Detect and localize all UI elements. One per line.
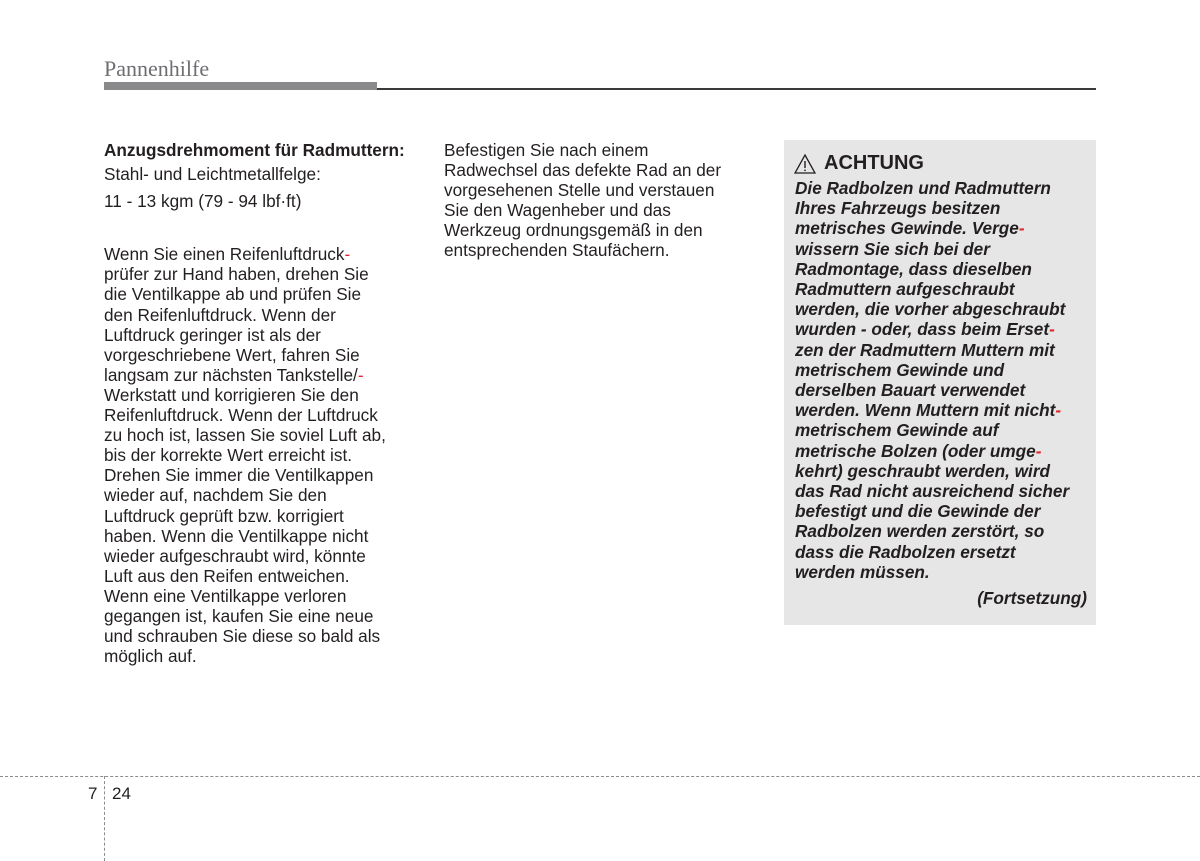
text-line: haben. Wenn die Ventilkappe nicht (104, 525, 369, 546)
warning-title: ACHTUNG (824, 152, 924, 174)
text-line: Radwechsel das defekte Rad an der (444, 160, 722, 181)
text-line: wieder aufgeschraubt wird, könnte (104, 545, 366, 566)
warning-triangle-icon (794, 154, 816, 174)
left-column (104, 140, 417, 666)
text-line: zen der Radmuttern Muttern mit (795, 339, 1055, 360)
warning-text (795, 178, 1087, 582)
text-line: metrischem Gewinde und (795, 359, 1005, 380)
text-line: Ihres Fahrzeugs besitzen (795, 198, 1001, 219)
text-line: prüfer zur Hand haben, drehen Sie (104, 264, 369, 285)
text-line: entsprechenden Staufächern. (444, 240, 670, 261)
text-line: dass die Radbolzen ersetzt (795, 541, 1016, 562)
text-line: möglich auf. (104, 646, 197, 667)
text-line: Wenn eine Ventilkappe verloren (104, 585, 347, 606)
text-line: Die Radbolzen und Radmuttern (795, 178, 1051, 198)
text-line: wissern Sie sich bei der (795, 238, 990, 259)
header-rule-thin (377, 88, 1096, 90)
warning-heading (794, 152, 924, 175)
text-line: Luftdruck geringer ist als der (104, 324, 321, 345)
text-line: Sie den Wagenheber und das (444, 200, 671, 221)
text-line: Radmontage, dass dieselben (795, 258, 1032, 279)
rim-line: Stahl- und Leichtmetallfelge: (104, 164, 321, 185)
text-line: werden. Wenn Muttern mit nicht- (795, 400, 1062, 421)
text-line: Wenn Sie einen Reifenluftdruck- (104, 244, 351, 265)
text-line: und schrauben Sie diese so bald als (104, 626, 381, 647)
text-line: die Ventilkappe ab und prüfen Sie (104, 284, 362, 305)
text-line: derselben Bauart verwendet (795, 380, 1026, 401)
text-line: metrisches Gewinde. Verge- (795, 218, 1025, 239)
text-line: werden, die vorher abgeschraubt (795, 299, 1066, 320)
text-line: Radbolzen werden zerstört, so (795, 521, 1045, 542)
text-line: den Reifenluftdruck. Wenn der (104, 304, 336, 325)
middle-column (444, 140, 757, 261)
text-line: Radmuttern aufgeschraubt (795, 279, 1015, 300)
continuation-note: (Fortsetzung) (977, 588, 1087, 608)
text-line: werden müssen. (795, 561, 930, 582)
text-line: Reifenluftdruck. Wenn der Luftdruck (104, 405, 378, 426)
text-line: wieder auf, nachdem Sie den (104, 485, 327, 506)
text-line: Luftdruck geprüft bzw. korrigiert (104, 505, 344, 526)
text-line: vorgeschriebene Wert, fahren Sie (104, 344, 360, 365)
text-line: gegangen ist, kaufen Sie eine neue (104, 605, 374, 626)
text-line: metrische Bolzen (oder umge- (795, 440, 1042, 461)
stow-paragraph (444, 140, 757, 261)
text-line: das Rad nicht ausreichend sicher (795, 481, 1070, 502)
text-line: Befestigen Sie nach einem (444, 140, 649, 160)
header-rule-thick (104, 82, 377, 90)
tire-pressure-paragraph (104, 244, 417, 666)
text-line: kehrt) geschraubt werden, wird (795, 460, 1051, 481)
text-line: bis der korrekte Wert erreicht ist. (104, 445, 353, 466)
text-line: zu hoch ist, lassen Sie soviel Luft ab, (104, 425, 386, 446)
page-header-title: Pannenhilfe (104, 56, 210, 81)
torque-heading: Anzugsdrehmoment für Radmuttern: (104, 140, 405, 160)
text-line: Werkzeug ordnungsgemäß in den (444, 220, 703, 241)
torque-line: 11 - 13 kgm (79 - 94 lbf·ft) (104, 191, 302, 212)
text-line: Werkstatt und korrigieren Sie den (104, 384, 359, 405)
page-number: 24 (112, 784, 131, 803)
text-line: befestigt und die Gewinde der (795, 501, 1041, 522)
text-line: metrischem Gewinde auf (795, 420, 999, 441)
footer-divider (104, 776, 105, 861)
text-line: langsam zur nächsten Tankstelle/- (104, 364, 364, 385)
text-line: vorgesehenen Stelle und verstauen (444, 180, 715, 201)
text-line: wurden - oder, dass beim Erset- (795, 319, 1055, 340)
footer-rule (0, 776, 1200, 777)
text-line: Luft aus den Reifen entweichen. (104, 565, 350, 586)
text-line: Drehen Sie immer die Ventilkappen (104, 465, 374, 486)
chapter-number: 7 (88, 784, 98, 803)
